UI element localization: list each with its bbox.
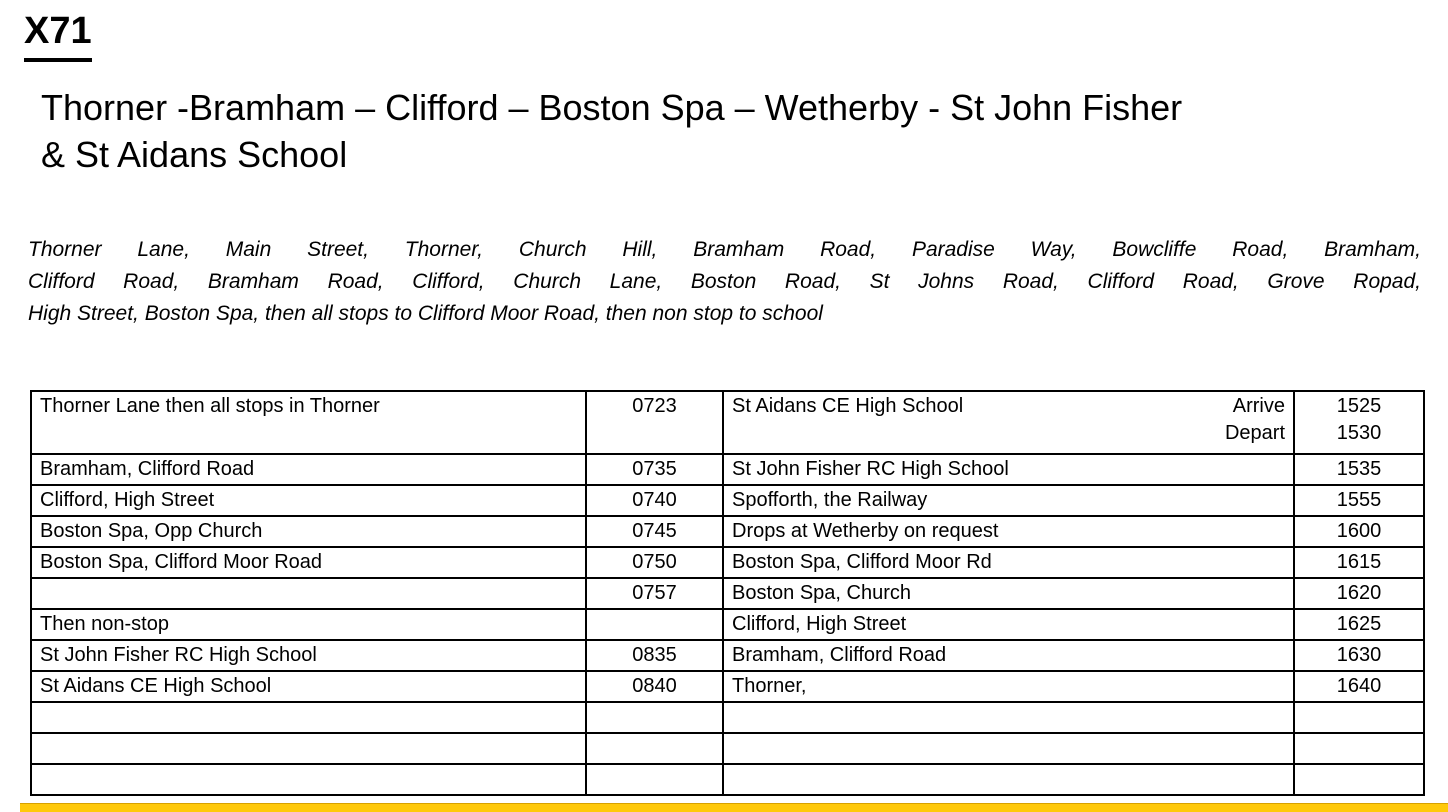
stop-name-cell	[31, 733, 586, 764]
time-cell: 0740	[586, 485, 723, 516]
timetable	[30, 390, 1425, 796]
time-cell: 0723	[586, 391, 723, 454]
route-title-line-1: Thorner -Bramham – Clifford – Boston Spa – Wetherby - St John Fisher	[41, 87, 1183, 128]
stop-name-cell: St Aidans CE High School	[31, 671, 586, 702]
time-cell: 1640	[1294, 671, 1424, 702]
timetable-row	[31, 454, 1424, 485]
time-cell	[1294, 764, 1424, 795]
time-cell	[1294, 391, 1424, 454]
time-cell: 1620	[1294, 578, 1424, 609]
timetable-row	[31, 516, 1424, 547]
time-cell: 1555	[1294, 485, 1424, 516]
timetable-row	[31, 547, 1424, 578]
stop-name-cell	[31, 578, 586, 609]
timetable-row	[31, 609, 1424, 640]
stop-name-cell: Thorner,	[723, 671, 1294, 702]
time-cell	[586, 609, 723, 640]
timetable-row	[31, 671, 1424, 702]
arrive-label: Arrive	[1232, 395, 1285, 417]
time-cell: 0745	[586, 516, 723, 547]
highlight-bar	[20, 803, 1448, 812]
time-cell: 1630	[1294, 640, 1424, 671]
route-description-line-2: Clifford Road, Bramham Road, Clifford, Church Lane, Boston Road, St Johns Road, Clifford Road, Grove Ropad,	[28, 270, 1421, 293]
time-cell: 0757	[586, 578, 723, 609]
time-cell: 1600	[1294, 516, 1424, 547]
route-number: X71	[24, 12, 92, 62]
time-cell: 0840	[586, 671, 723, 702]
stop-name-cell	[31, 764, 586, 795]
time-cell: 0750	[586, 547, 723, 578]
stop-name-cell	[723, 764, 1294, 795]
stop-name-cell	[31, 702, 586, 733]
stop-name-cell: Then non-stop	[31, 609, 586, 640]
route-title	[41, 84, 1182, 178]
time-cell: 1625	[1294, 609, 1424, 640]
stop-name-cell	[723, 733, 1294, 764]
depart-time: 1530	[1336, 422, 1382, 444]
stop-name-cell: Drops at Wetherby on request	[723, 516, 1294, 547]
depart-label: Depart	[1224, 422, 1285, 444]
timetable-row	[31, 578, 1424, 609]
stop-name-cell	[723, 702, 1294, 733]
timetable-row	[31, 391, 1424, 454]
route-description	[28, 234, 1421, 330]
stop-name-cell: St John Fisher RC High School	[723, 454, 1294, 485]
timetable-row	[31, 485, 1424, 516]
stop-name-cell: St John Fisher RC High School	[31, 640, 586, 671]
timetable-row	[31, 764, 1424, 795]
time-cell	[586, 733, 723, 764]
time-cell: 1615	[1294, 547, 1424, 578]
time-cell: 0735	[586, 454, 723, 485]
route-title-line-2: & St Aidans School	[41, 134, 348, 175]
stop-name-cell: Spofforth, the Railway	[723, 485, 1294, 516]
stop-name-cell: Bramham, Clifford Road	[31, 454, 586, 485]
stop-name-cell: Boston Spa, Clifford Moor Road	[31, 547, 586, 578]
stop-name-cell: Boston Spa, Clifford Moor Rd	[723, 547, 1294, 578]
stop-name-cell: Boston Spa, Opp Church	[31, 516, 586, 547]
time-cell	[586, 702, 723, 733]
time-cell: 1535	[1294, 454, 1424, 485]
stop-name-cell: Bramham, Clifford Road	[723, 640, 1294, 671]
stop-name-cell: Thorner Lane then all stops in Thorner	[31, 391, 586, 454]
stop-name-cell: Clifford, High Street	[31, 485, 586, 516]
route-description-line-1: Thorner Lane, Main Street, Thorner, Church Hill, Bramham Road, Paradise Way, Bowcliffe Road, Bramham,	[28, 238, 1421, 261]
stop-name-cell: Clifford, High Street	[723, 609, 1294, 640]
arrive-time: 1525	[1336, 395, 1382, 417]
time-cell: 0835	[586, 640, 723, 671]
stop-name: St Aidans CE High School	[732, 395, 964, 417]
time-cell	[586, 764, 723, 795]
time-cell	[1294, 733, 1424, 764]
route-description-line-3: High Street, Boston Spa, then all stops to Clifford Moor Road, then non stop to school	[28, 302, 823, 325]
time-cell	[1294, 702, 1424, 733]
stop-name-cell: Boston Spa, Church	[723, 578, 1294, 609]
timetable-row	[31, 640, 1424, 671]
stop-name-cell	[723, 391, 1294, 454]
timetable-row	[31, 733, 1424, 764]
timetable-row	[31, 702, 1424, 733]
